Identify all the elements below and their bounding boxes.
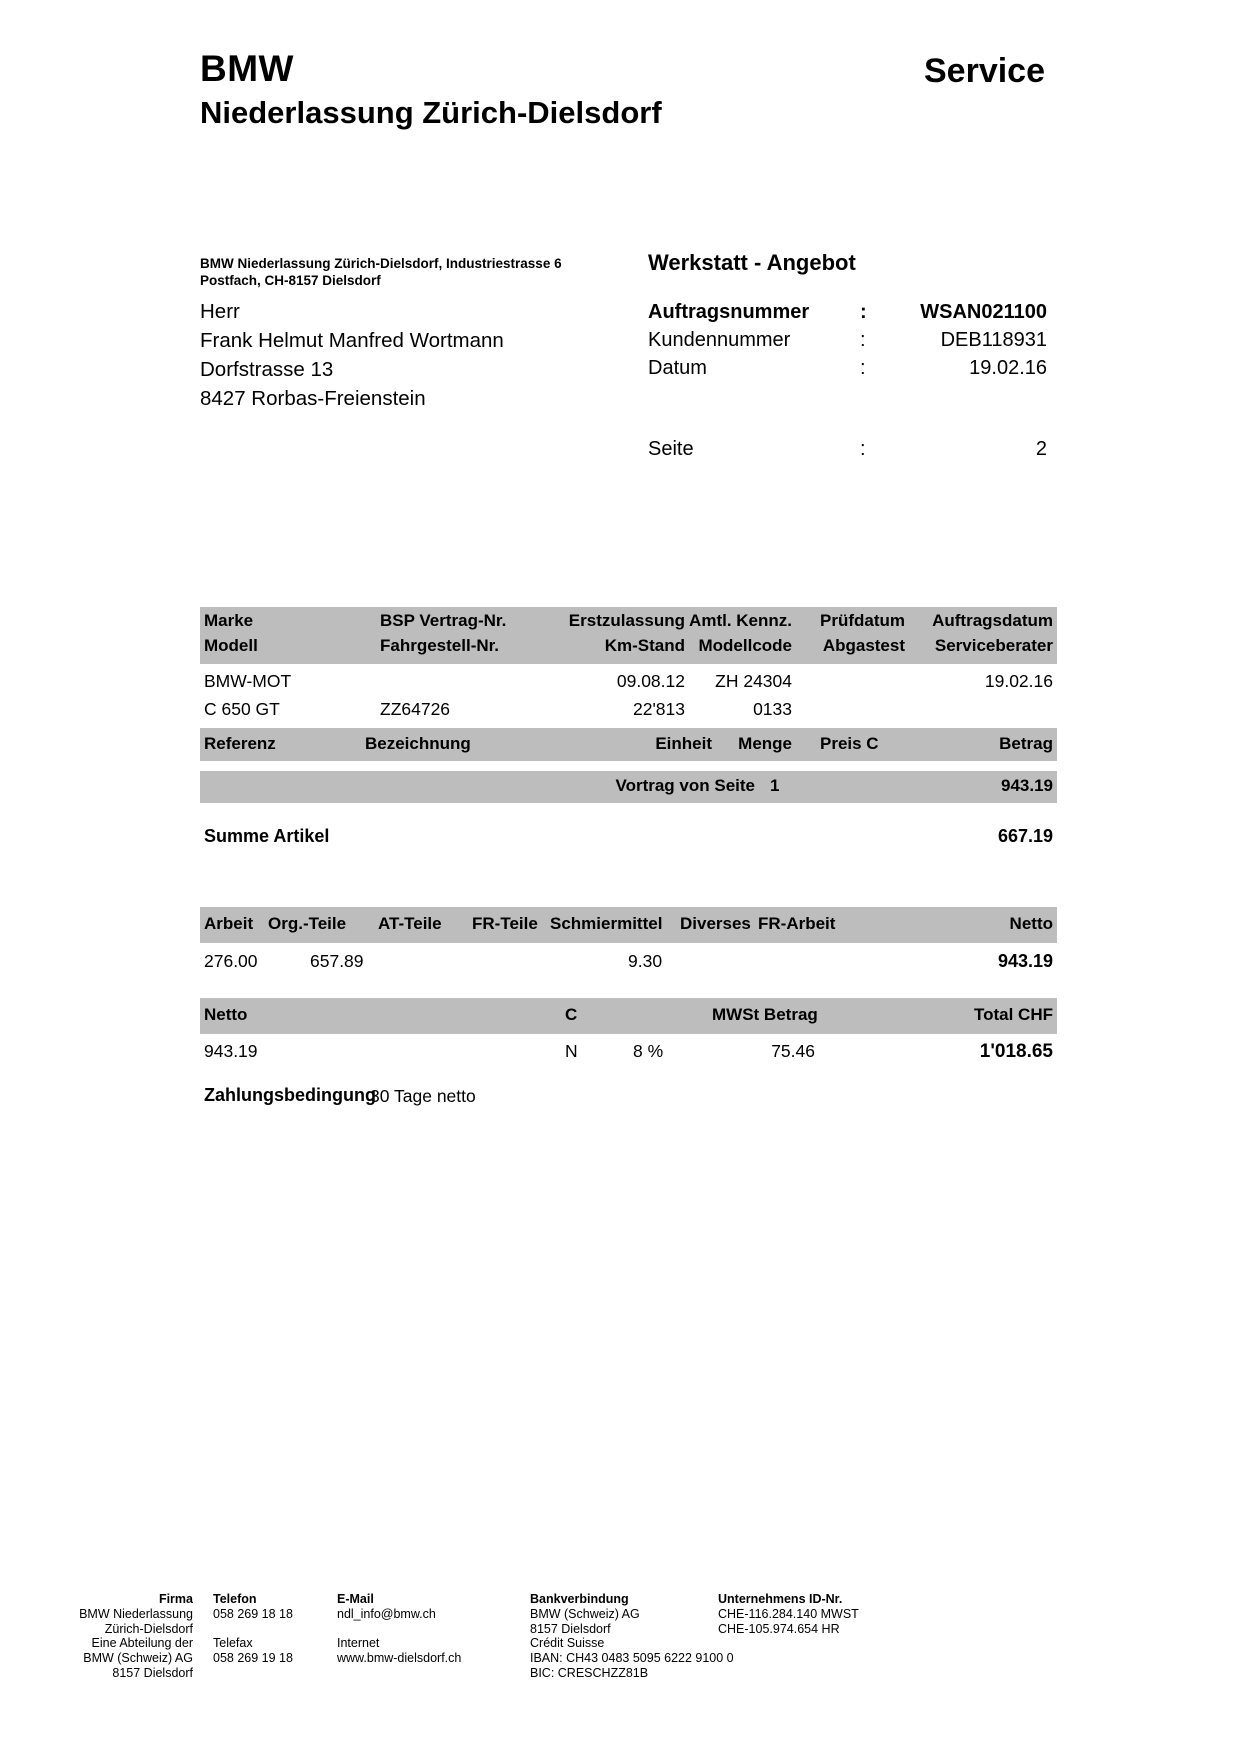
- date-row: [648, 357, 1047, 383]
- items-header-betrag: Betrag: [999, 734, 1053, 753]
- page-number-label: Seite: [648, 438, 694, 460]
- breakdown-header-diverses: Diverses: [680, 914, 751, 933]
- vehicle-header-pruefdatum: Prüfdatum: [820, 611, 905, 630]
- footer-bic: BIC: CRESCHZZ81B: [530, 1665, 649, 1680]
- articles-sum-amount: 667.19: [997, 826, 1053, 846]
- items-header-bezeichnung: Bezeichnung: [365, 734, 471, 753]
- footer-email-title: E-Mail: [337, 1592, 374, 1606]
- total-vat-code: N: [565, 1041, 578, 1061]
- page-number-row: [648, 438, 1047, 464]
- vehicle-header-serviceberater: Serviceberater: [934, 636, 1053, 655]
- total-table-header: [200, 998, 1057, 1034]
- footer-internet-label: Internet: [337, 1636, 380, 1651]
- vehicle-auftragsdatum: 19.02.16: [984, 671, 1053, 691]
- footer-spacer: [213, 1622, 293, 1637]
- payment-terms-label: Zahlungsbedingung: [204, 1085, 376, 1105]
- payment-terms-row: [200, 1085, 1057, 1109]
- footer-email-column: [337, 1592, 461, 1666]
- breakdown-netto: 943.19: [997, 951, 1053, 971]
- footer-email-address: ndl_info@bmw.ch: [337, 1606, 436, 1621]
- total-vat-amount: 75.46: [771, 1041, 815, 1061]
- carry-over-page: 1: [770, 776, 780, 795]
- footer-spacer: [337, 1622, 461, 1637]
- page-number-value: 2: [1035, 438, 1047, 460]
- total-header-total-chf: Total CHF: [973, 1005, 1053, 1024]
- separator-colon: :: [860, 329, 866, 351]
- items-header-menge: Menge: [738, 734, 792, 753]
- items-header-referenz: Referenz: [204, 734, 276, 753]
- breakdown-header-fr-teile: FR-Teile: [472, 914, 538, 933]
- date-label: Datum: [648, 357, 707, 379]
- total-chf-amount: 1'018.65: [979, 1041, 1053, 1062]
- vehicle-erstzulassung: 09.08.12: [616, 671, 685, 691]
- service-label: Service: [924, 52, 1045, 90]
- vehicle-header-km-stand: Km-Stand: [604, 636, 685, 655]
- breakdown-header-arbeit: Arbeit: [204, 914, 254, 933]
- total-header-c: C: [565, 1005, 578, 1024]
- sender-line-1: BMW Niederlassung Zürich-Dielsdorf, Industriestrasse 6: [200, 256, 562, 271]
- carry-over-row: [200, 771, 1057, 803]
- vehicle-header-abgastest: Abgastest: [822, 636, 905, 655]
- footer-company-title: Firma: [158, 1592, 193, 1606]
- vehicle-amtl-kennz: ZH 24304: [715, 671, 792, 691]
- footer-bank-line: 8157 Dielsdorf: [530, 1621, 611, 1636]
- separator-colon: :: [860, 301, 867, 323]
- customer-number-value: DEB118931: [940, 329, 1047, 351]
- vehicle-modell: C 650 GT: [204, 699, 280, 719]
- breakdown-table-header: [200, 907, 1057, 943]
- vehicle-modellcode: 0133: [753, 699, 792, 719]
- order-number-label: Auftragsnummer: [648, 301, 810, 323]
- vehicle-header-modellcode: Modellcode: [698, 636, 792, 655]
- recipient-city: 8427 Rorbas-Freienstein: [200, 387, 426, 410]
- footer-website: www.bmw-dielsdorf.ch: [337, 1651, 462, 1666]
- breakdown-header-org-teile: Org.-Teile: [268, 914, 347, 933]
- breakdown-header-at-teile: AT-Teile: [378, 914, 442, 933]
- footer-fax-number: 058 269 19 18: [213, 1651, 293, 1666]
- footer-bank-line: BMW (Schweiz) AG: [530, 1606, 640, 1621]
- footer-uid-column: [718, 1592, 859, 1636]
- footer-iban: IBAN: CH43 0483 5095 6222 9100 0: [530, 1651, 734, 1666]
- total-header-netto: Netto: [204, 1005, 248, 1024]
- articles-sum-row: [200, 826, 1057, 850]
- footer-company-line: Zürich-Dielsdorf: [104, 1621, 193, 1636]
- breakdown-schmiermittel: 9.30: [628, 951, 663, 971]
- footer-bank-column: [530, 1592, 734, 1681]
- customer-number-row: [648, 329, 1047, 355]
- items-header-preis-c: Preis C: [820, 734, 879, 753]
- breakdown-header-fr-arbeit: FR-Arbeit: [758, 914, 836, 933]
- vehicle-marke: BMW-MOT: [204, 671, 292, 691]
- articles-sum-label: Summe Artikel: [204, 826, 330, 846]
- footer-phone-number: 058 269 18 18: [213, 1606, 293, 1621]
- breakdown-arbeit: 276.00: [204, 951, 258, 971]
- document-title: Werkstatt - Angebot: [648, 250, 856, 275]
- vehicle-header-bsp-vertrag: BSP Vertrag-Nr.: [380, 611, 507, 630]
- order-number-row: [648, 301, 1047, 327]
- breakdown-header-schmiermittel: Schmiermittel: [550, 914, 663, 933]
- vehicle-header-amtl-kennz: Amtl. Kennz.: [689, 611, 792, 630]
- footer-uid-hr: CHE-105.974.654 HR: [718, 1621, 840, 1636]
- carry-over-label: Vortrag von Seite: [615, 776, 755, 795]
- vehicle-table-row: [200, 663, 1057, 725]
- separator-colon: :: [860, 357, 866, 379]
- footer-bank-title: Bankverbindung: [530, 1592, 629, 1606]
- items-table-header: [200, 728, 1057, 761]
- footer-company-line: BMW Niederlassung: [79, 1606, 193, 1621]
- payment-terms-value: 30 Tage netto: [370, 1086, 476, 1106]
- breakdown-header-netto: Netto: [1009, 914, 1053, 933]
- footer-phone-title: Telefon: [213, 1592, 257, 1606]
- recipient-salutation: Herr: [200, 300, 240, 323]
- separator-colon: :: [860, 438, 866, 460]
- sender-line-2: Postfach, CH-8157 Dielsdorf: [200, 273, 381, 288]
- carry-over-amount: 943.19: [1001, 776, 1053, 795]
- order-number-value: WSAN021100: [920, 301, 1047, 323]
- recipient-name: Frank Helmut Manfred Wortmann: [200, 329, 504, 352]
- total-vat-rate: 8 %: [633, 1041, 664, 1061]
- vehicle-km-stand: 22'813: [632, 699, 685, 719]
- items-header-einheit: Einheit: [655, 734, 712, 753]
- footer-bank-line: Crédit Suisse: [530, 1636, 605, 1651]
- vehicle-header-auftragsdatum: Auftragsdatum: [932, 611, 1053, 630]
- vehicle-fahrgestell: ZZ64726: [380, 699, 451, 719]
- total-table-row: [200, 1041, 1057, 1065]
- footer-phone-column: [213, 1592, 293, 1666]
- total-header-mwst-betrag: MWSt Betrag: [712, 1005, 818, 1024]
- vehicle-table-header: [200, 607, 1057, 664]
- vehicle-header-modell: Modell: [204, 636, 258, 655]
- footer-uid-vat: CHE-116.284.140 MWST: [718, 1606, 859, 1621]
- recipient-address: [200, 297, 504, 413]
- date-value: 19.02.16: [969, 357, 1047, 379]
- sender-address: [200, 255, 562, 289]
- footer-company-column: [60, 1592, 193, 1681]
- vehicle-header-marke: Marke: [204, 611, 254, 630]
- customer-number-label: Kundennummer: [648, 329, 791, 351]
- breakdown-table-row: [200, 951, 1057, 975]
- footer-uid-title: Unternehmens ID-Nr.: [718, 1592, 843, 1606]
- footer-company-line: 8157 Dielsdorf: [112, 1665, 193, 1680]
- breakdown-org-teile: 657.89: [310, 951, 364, 971]
- footer-company-line: BMW (Schweiz) AG: [83, 1651, 193, 1666]
- footer-company-line: Eine Abteilung der: [91, 1636, 193, 1651]
- total-netto: 943.19: [204, 1041, 258, 1061]
- footer-fax-label: Telefax: [213, 1636, 253, 1651]
- recipient-street: Dorfstrasse 13: [200, 358, 334, 381]
- vehicle-header-fahrgestell: Fahrgestell-Nr.: [380, 636, 500, 655]
- vehicle-header-erstzulassung: Erstzulassung: [568, 611, 685, 630]
- branch-name: Niederlassung Zürich-Dielsdorf: [200, 95, 662, 130]
- brand-name: BMW: [200, 48, 294, 89]
